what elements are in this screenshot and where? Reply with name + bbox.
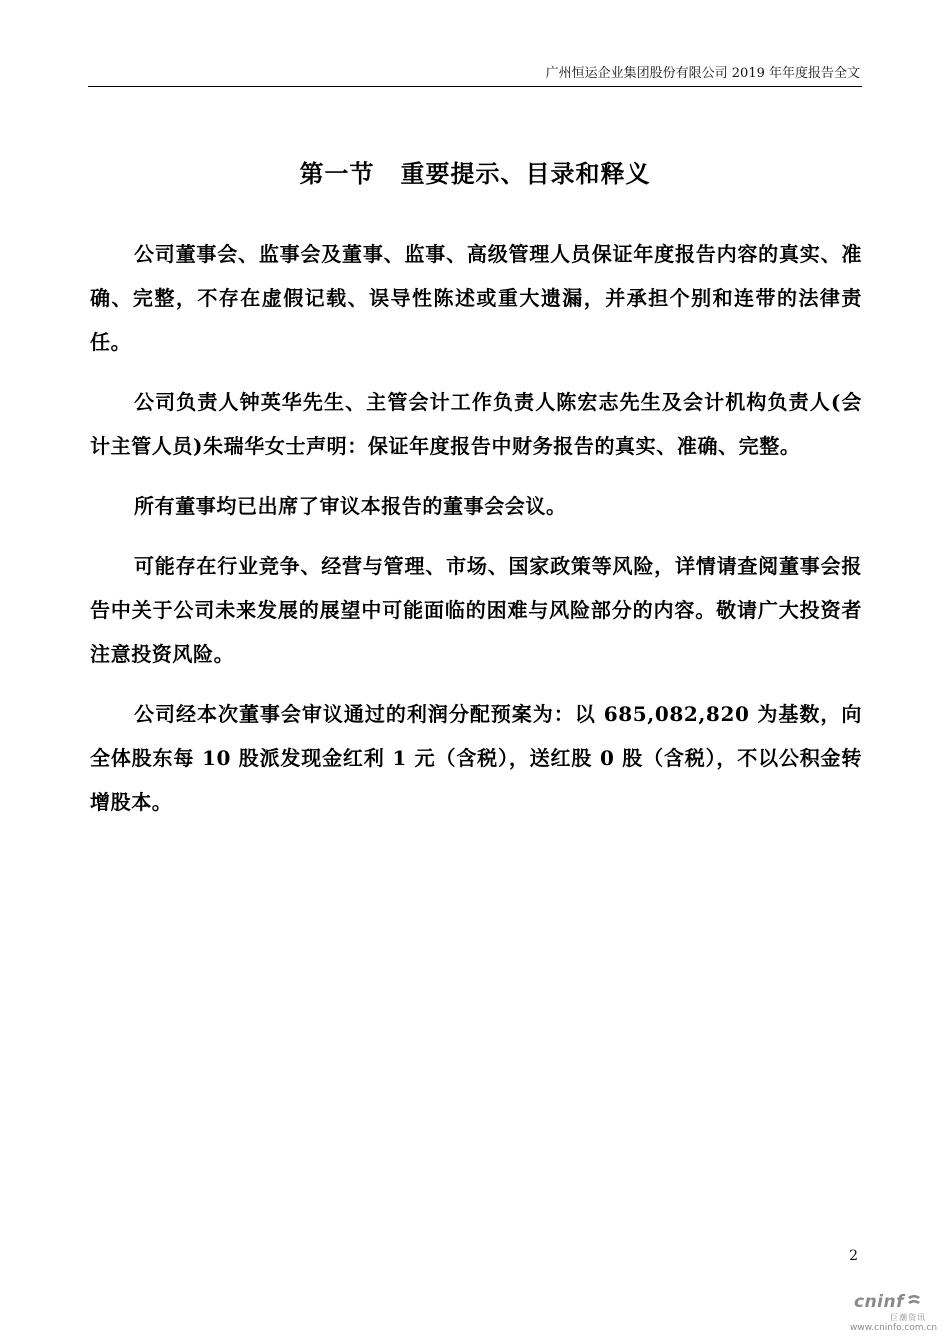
watermark-subtitle: 巨潮资讯 <box>890 1313 926 1322</box>
paragraph-profit-distribution: 公司经本次董事会审议通过的利润分配预案为：以 685,082,820 为基数，向全体股东每 10 股派发现金红利 1 元（含税），送红股 0 股（含税），不以公积金转增股本。 <box>90 702 862 814</box>
cninfo-watermark <box>850 1292 938 1336</box>
watermark-url: www.cninfo.com.cn <box>850 1323 938 1333</box>
document-body <box>90 232 862 840</box>
cninfo-logo-icon <box>906 1293 922 1307</box>
paragraph-attendance: 所有董事均已出席了审议本报告的董事会会议。 <box>134 494 567 518</box>
running-header: 广州恒运企业集团股份有限公司 2019 年年度报告全文 <box>545 66 860 81</box>
paragraph-financial-statement: 公司负责人钟英华先生、主管会计工作负责人陈宏志先生及会计机构负责人(会计主管人员)朱瑞华女士声明：保证年度报告中财务报告的真实、准确、完整。 <box>90 390 862 458</box>
paragraph-board-guarantee: 公司董事会、监事会及董事、监事、高级管理人员保证年度报告内容的真实、准确、完整，不存在虚假记载、误导性陈述或重大遗漏，并承担个别和连带的法律责任。 <box>90 242 862 354</box>
watermark-logo <box>854 1292 922 1312</box>
page-number: 2 <box>849 1248 858 1264</box>
section-label: 第一节 <box>299 159 375 188</box>
section-title: 重要提示、目录和释义 <box>400 159 651 188</box>
paragraph-risk: 可能存在行业竞争、经营与管理、市场、国家政策等风险，详情请查阅董事会报告中关于公司未来发展的展望中可能面临的困难与风险部分的内容。敬请广大投资者注意投资风险。 <box>90 554 862 666</box>
section-heading <box>0 154 950 189</box>
header-rule <box>88 86 862 87</box>
watermark-logo-text: cninf <box>854 1292 905 1312</box>
